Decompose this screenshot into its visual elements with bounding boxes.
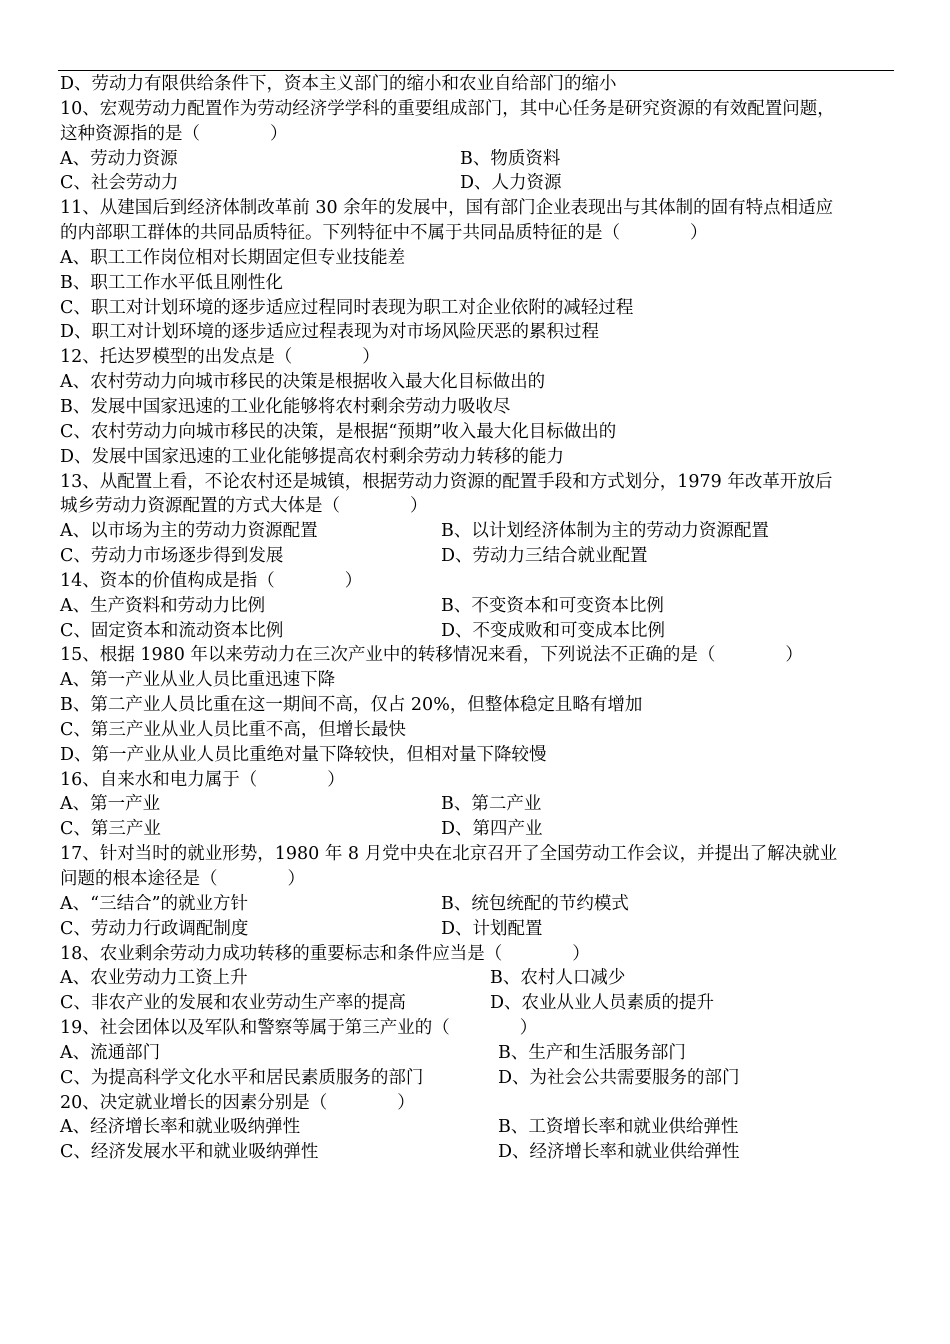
option-right: B、不变资本和可变资本比例 [441,595,664,616]
text-line: A、农村劳动力向城市移民的决策是根据收入最大化目标做出的 [60,372,546,393]
option-right: D、第四产业 [441,819,543,840]
option-right: B、第二产业 [441,794,542,815]
text-line: 问题的根本途径是（ ） [60,869,305,889]
option-left: C、劳动力市场逐步得到发展 [60,546,284,567]
option-row [60,1115,900,1140]
text-line: 18、农业剩余劳动力成功转移的重要标志和条件应当是（ ） [60,943,590,964]
text-line: 17、针对当时的就业形势，1980 年 8 月党中央在北京召开了全国劳动工作会议，并提出了解决就业 [60,844,838,865]
option-row [60,917,900,942]
option-right: D、为社会公共需要服务的部门 [498,1067,740,1088]
header-rule [58,70,894,71]
option-row [60,966,900,991]
option-right: B、物质资料 [460,148,561,169]
option-left: C、经济发展水平和就业吸纳弹性 [60,1142,319,1163]
option-right: D、农业从业人员素质的提升 [490,993,715,1014]
option-right: B、统包统配的节约模式 [441,893,629,914]
option-left: C、固定资本和流动资本比例 [60,620,284,641]
option-left: A、经济增长率和就业吸纳弹性 [60,1117,301,1138]
option-left: A、第一产业 [60,794,161,815]
text-line: 这种资源指的是（ ） [60,123,288,144]
text-line: 16、自来水和电力属于（ ） [60,769,345,790]
option-left: A、以市场为主的劳动力资源配置 [60,521,318,542]
option-left: C、第三产业 [60,819,161,840]
option-row [60,1041,900,1066]
option-right: B、工资增长率和就业供给弹性 [498,1117,739,1138]
option-right: B、生产和生活服务部门 [498,1042,686,1063]
text-line: A、第一产业从业人员比重迅速下降 [60,670,336,691]
option-row [60,544,900,569]
option-row [60,171,900,196]
text-line: 19、社会团体以及军队和警察等属于第三产业的（ ） [60,1018,538,1039]
option-right: B、以计划经济体制为主的劳动力资源配置 [441,521,769,542]
option-row [60,1140,900,1165]
text-line: C、职工对计划环境的逐步适应过程同时表现为职工对企业依附的减轻过程 [60,297,634,318]
text-line: 11、从建国后到经济体制改革前 30 余年的发展中，国有部门企业表现出与其体制的固有特点相适应 [60,198,834,219]
question-list [60,72,900,1165]
option-right: D、人力资源 [460,173,562,194]
option-right: D、不变成败和可变成本比例 [441,620,666,641]
option-row [60,792,900,817]
text-line: C、第三产业从业人员比重不高，但增长最快 [60,719,406,740]
option-left: C、为提高科学文化水平和居民素质服务的部门 [60,1067,424,1088]
option-left: C、社会劳动力 [60,173,179,194]
option-right: D、劳动力三结合就业配置 [441,546,648,567]
option-left: A、流通部门 [60,1042,161,1063]
text-line: 12、托达罗模型的出发点是（ ） [60,347,380,368]
text-line: 13、从配置上看，不论农村还是城镇，根据劳动力资源的配置手段和方式划分，1979 年改革开放后 [60,471,833,492]
text-line: B、第二产业人员比重在这一期间不高，仅占 20%，但整体稳定且略有增加 [60,695,643,716]
text-line: C、农村劳动力向城市移民的决策，是根据“预期”收入最大化目标做出的 [60,421,617,442]
text-line: D、劳动力有限供给条件下，资本主义部门的缩小和农业自给部门的缩小 [60,74,617,94]
option-row [60,1066,900,1091]
option-left: A、“三结合”的就业方针 [60,893,249,914]
option-row [60,147,900,172]
option-right: B、农村人口减少 [490,968,626,989]
option-row [60,619,900,644]
text-line: D、职工对计划环境的逐步适应过程表现为对市场风险厌恶的累积过程 [60,322,600,343]
text-line: 的内部职工群体的共同品质特征。下列特征中不属于共同品质特征的是（ ） [60,223,708,244]
text-line: A、职工工作岗位相对长期固定但专业技能差 [60,247,406,268]
option-right: D、经济增长率和就业供给弹性 [498,1142,740,1163]
text-line: D、第一产业从业人员比重绝对量下降较快，但相对量下降较慢 [60,744,547,765]
option-left: C、劳动力行政调配制度 [60,918,249,939]
option-row [60,892,900,917]
option-row [60,519,900,544]
text-line: D、发展中国家迅速的工业化能够提高农村剩余劳动力转移的能力 [60,446,565,467]
option-left: C、非农产业的发展和农业劳动生产率的提高 [60,993,406,1014]
option-right: D、计划配置 [441,918,543,939]
option-left: A、农业劳动力工资上升 [60,968,248,989]
text-line: 10、宏观劳动力配置作为劳动经济学学科的重要组成部门，其中心任务是研究资源的有效配置问题， [60,98,835,119]
option-row [60,817,900,842]
text-line: 20、决定就业增长的因素分别是（ ） [60,1092,415,1113]
text-line: 14、资本的价值构成是指（ ） [60,570,363,591]
text-line: B、职工工作水平低且刚性化 [60,272,283,293]
option-row [60,594,900,619]
option-left: A、劳动力资源 [60,148,178,169]
text-line: 15、根据 1980 年以来劳动力在三次产业中的转移情况来看，下列说法不正确的是（ ） [60,645,803,666]
option-left: A、生产资料和劳动力比例 [60,595,266,616]
option-row [60,991,900,1016]
text-line: B、发展中国家迅速的工业化能够将农村剩余劳动力吸收尽 [60,396,511,417]
text-line: 城乡劳动力资源配置的方式大体是（ ） [60,496,428,517]
